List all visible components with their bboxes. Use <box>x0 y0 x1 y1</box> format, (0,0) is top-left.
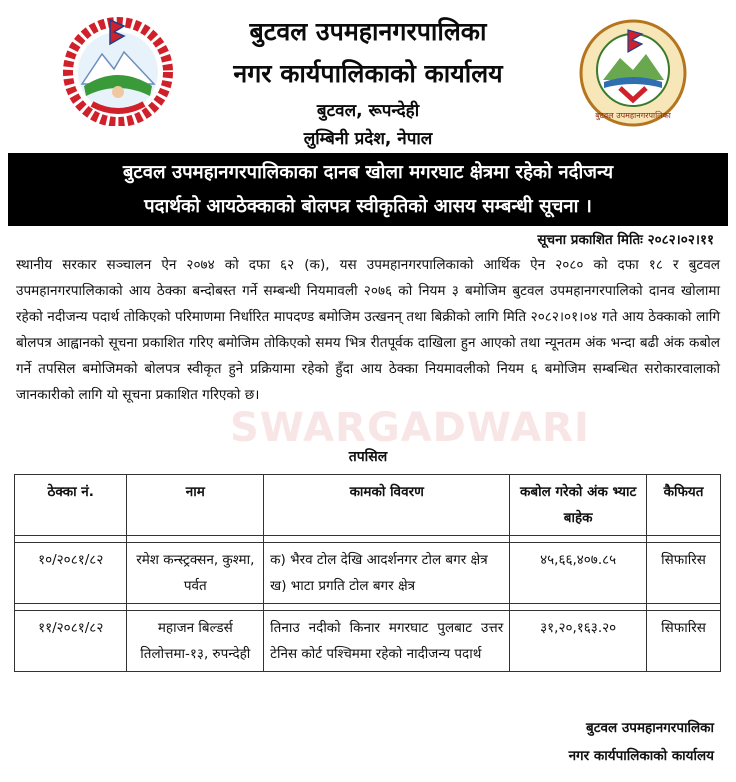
cell-description <box>264 611 510 672</box>
published-date: सूचना प्रकाशित मितिः २०८२।०२।११ <box>537 232 714 248</box>
col-header-amount: कबोल गरेको अंक भ्याट बाहेक <box>510 475 647 536</box>
table-spacer <box>15 536 721 543</box>
col-header-name: नाम <box>127 475 264 536</box>
description-item-a: क) भैरव टोल देखि आदर्शनगर टोल बगर क्षेत्र <box>270 552 488 568</box>
header-province: लुम्बिनी प्रदेश, नेपाल <box>303 129 433 149</box>
col-header-description: कामको विवरण <box>264 475 510 536</box>
signature-office: नगर कार्यपालिकाको कार्यालय <box>568 748 714 764</box>
logo-caption: बुटवल उपमहानगरपालिका <box>595 111 671 120</box>
notice-body: स्थानीय सरकार सञ्चालन ऐन २०७४ को दफा ६२ (क), यस उपमहानगरपालिकाको आर्थिक ऐन २०८० को दफा १८ र बुटवल उपमहानगरपालिकाको आय ठेक्का बन्दोबस्त गर्ने सम्बन्धी नियमावली २०७६ को नियम ३ बमोजिम बुटवल उपमहानगरपालिको दानव खोलामा रहेको नदीजन्य पदार्थ तोकिएको परिमाणमा निर्धारित मापदण्ड बमोजिम उत्खनन् तथा बिक्रीको लागि मिति २०८२।०१।०४ गते आय ठेक्काको लागि बोलपत्र आह्वानको सूचना प्रकाशित गरिए बमोजिम तोकिएको समय भित्र रीतपूर्वक दाखिला हुन आएको तथा न्यूनतम अंक भन्दा बढी अंक कबोल गर्ने तपसिल बमोजिमको बोलपत्र स्वीकृत हुने प्रक्रियामा रहेको हुँदा आय ठेक्का नियमावलीको नियम ६ बमोजिम सम्बन्धित सरोकारवालाको जानकारीको लागि यो सूचना प्रकाशित गरिएको छ। <box>16 257 720 403</box>
cell-description <box>264 543 510 604</box>
cell-remarks: सिफारिस <box>647 611 721 672</box>
schedule-title: तपसिल <box>348 449 388 465</box>
butwal-municipality-logo <box>578 18 688 128</box>
table-row <box>15 543 721 604</box>
header-municipality-name: बुटवल उपमहानगरपालिका <box>249 17 487 46</box>
cell-contract-no: ११/२०८१/८२ <box>15 611 127 672</box>
col-header-contract-no: ठेक्का नं. <box>15 475 127 536</box>
cell-name: रमेश कन्स्ट्रक्सन, कुश्मा, पर्वत <box>127 543 264 604</box>
header-office-name: नगर कार्यपालिकाको कार्यालय <box>233 59 503 88</box>
table-header-row <box>15 475 721 536</box>
contracts-table <box>14 474 721 672</box>
cell-amount: ४५,६६,४०७.८५ <box>510 543 647 604</box>
notice-title-line-2: पदार्थको आयठेक्काको बोलपत्र स्वीकृतिको आसय सम्बन्धी सूचना । <box>144 196 592 217</box>
cell-remarks: सिफारिस <box>647 543 721 604</box>
table-spacer <box>15 604 721 611</box>
table-row <box>15 611 721 672</box>
header-location: बुटवल, रूपन्देही <box>316 101 420 121</box>
watermark: SWARGADWARI <box>230 405 590 451</box>
description-item-a: तिनाउ नदीको किनार मगरघाट पुलबाट उत्तर टेनिस कोर्ट पश्चिममा रहेको नादीजन्य पदार्थ <box>270 620 504 662</box>
cell-amount: ३१,२०,१६३.२० <box>510 611 647 672</box>
signature-municipality: बुटवल उपमहानगरपालिका <box>586 720 714 736</box>
description-item-b: ख) भाटा प्रगति टोल बगर क्षेत्र <box>270 578 416 594</box>
notice-title-banner <box>8 153 728 226</box>
cell-contract-no: १०/२०८१/८२ <box>15 543 127 604</box>
col-header-remarks: कैफियत <box>647 475 721 536</box>
cell-name: महाजन बिल्डर्स तिलोत्तमा-१३, रुपन्देही <box>127 611 264 672</box>
notice-title-line-1: बुटवल उपमहानगरपालिकाका दानब खोला मगरघाट क्षेत्रमा रहेको नदीजन्य <box>122 162 614 183</box>
